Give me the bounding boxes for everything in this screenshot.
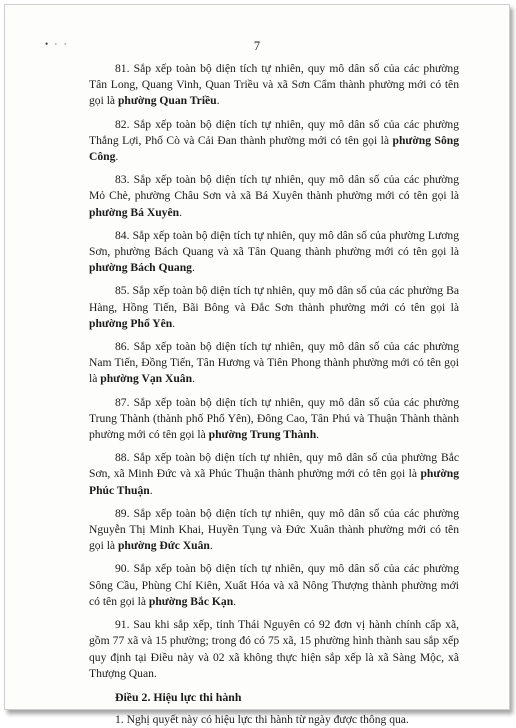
clause-87: 87. Sắp xếp toàn bộ diện tích tự nhiên, quy mô dân số của các phường Trung Thành (thành phố Phổ Yên), Đông Cao, Tân Phú và Thuận Thành thành phường mới có tên gọi là phường Trung Thành. [89, 395, 459, 442]
clause-90: 90. Sắp xếp toàn bộ diện tích tự nhiên, quy mô dân số của các phường Sông Cầu, Phùng Chí Kiên, Xuất Hóa và xã Nông Thượng thành phường mới có tên gọi là phường Bắc Kạn. [89, 562, 459, 608]
clause-text: 85. Sắp xếp toàn bộ diện tích tự nhiên, quy mô dân số của các phường Ba Hàng, Hồng Tiến, Bãi Bông và Đắc Sơn thành phường mới có tên gọi là [89, 284, 459, 314]
clause-86: 86. Sắp xếp toàn bộ diện tích tự nhiên, quy mô dân số của các phường Nam Tiến, Đồng Tiến, Tân Hương và Tiên Phong thành phường mới có tên gọi là phường Vạn Xuân. [89, 340, 459, 386]
clause-88: 88. Sắp xếp toàn bộ diện tích tự nhiên, quy mô dân số của phường Bắc Sơn, xã Minh Đức và xã Phúc Thuận thành phường mới có tên gọi là phường Phúc Thuận. [89, 451, 459, 497]
clause-85: 85. Sắp xếp toàn bộ diện tích tự nhiên, quy mô dân số của các phường Ba Hàng, Hồng Tiến, Bãi Bông và Đắc Sơn thành phường mới có tên gọi là phường Phổ Yên. [89, 284, 459, 330]
clause-text: 81. Sắp xếp toàn bộ diện tích tự nhiên, quy mô dân số của các phường Tân Long, Quang Vinh, Quan Triều và xã Sơn Cẩm thành phường mới có tên gọi là [89, 62, 459, 108]
clause-text: 89. Sắp xếp toàn bộ diện tích tự nhiên, quy mô dân số của các phường Nguyễn Thị Minh Khai, Huyền Tụng và Đức Xuân thành phường mới có tên gọi là [89, 506, 459, 553]
clause-new-name: phường Phổ Yên [89, 316, 173, 330]
document-page [4, 4, 510, 727]
clause-text: 86. Sắp xếp toàn bộ diện tích tự nhiên, quy mô dân số của các phường Nam Tiến, Đồng Tiến, Tân Hương và Tiên Phong thành phường mới có tên gọi là [89, 340, 459, 386]
clause-82: 82. Sắp xếp toàn bộ diện tích tự nhiên, quy mô dân số của các phường Thắng Lợi, Phố Cò và Cải Đan thành phường mới có tên gọi là phường Sông Công. [89, 117, 459, 164]
clause-new-name: phường Bắc Kạn [148, 594, 234, 608]
clause-new-name: phường Vạn Xuân [100, 372, 193, 386]
clause-new-name: phường Trung Thành [208, 428, 317, 442]
clause-text: 90. Sắp xếp toàn bộ diện tích tự nhiên, quy mô dân số của các phường Sông Cầu, Phùng Chí Kiên, Xuất Hóa và xã Nông Thượng thành phường mới có tên gọi là [89, 562, 459, 608]
article-2-heading: Điều 2. Hiệu lực thi hành [115, 689, 242, 704]
clause-new-name: phường Phúc Thuận [89, 467, 459, 497]
clause-text: 84. Sắp xếp toàn bộ diện tích tự nhiên, quy mô dân số của phường Lương Sơn, phường Bách Quang và xã Tân Quang thành phường mới có tên gọi là [89, 228, 459, 259]
clause-91 [89, 617, 459, 682]
clause-new-name: phường Sông Công [89, 133, 459, 164]
clause-84: 84. Sắp xếp toàn bộ diện tích tự nhiên, quy mô dân số của phường Lương Sơn, phường Bách Quang và xã Tân Quang thành phường mới có tên gọi là phường Bách Quang. [89, 228, 459, 275]
clause-new-name: phường Bách Quang [89, 261, 192, 275]
clause-text: 87. Sắp xếp toàn bộ diện tích tự nhiên, quy mô dân số của các phường Trung Thành (thành phố Phổ Yên), Đông Cao, Tân Phú và Thuận Thành thành phường mới có tên gọi là [89, 395, 459, 442]
clause-new-name: phường Bá Xuyên [89, 205, 180, 219]
page-number: 7 [253, 39, 261, 53]
article-2-clause-1: 1. Nghị quyết này có hiệu lực thi hành từ ngày được thông qua. [115, 713, 409, 727]
clause-text: 82. Sắp xếp toàn bộ diện tích tự nhiên, quy mô dân số của các phường Thắng Lợi, Phố Cò và Cải Đan thành phường mới có tên gọi là [89, 117, 459, 147]
clause-text: 88. Sắp xếp toàn bộ diện tích tự nhiên, quy mô dân số của phường Bắc Sơn, xã Minh Đức và xã Phúc Thuận thành phường mới có tên gọi là [89, 451, 459, 481]
clause-89: 89. Sắp xếp toàn bộ diện tích tự nhiên, quy mô dân số của các phường Nguyễn Thị Minh Khai, Huyền Tụng và Đức Xuân thành phường mới có tên gọi là phường Đức Xuân. [89, 506, 459, 553]
clause-83: 83. Sắp xếp toàn bộ diện tích tự nhiên, quy mô dân số của các phường Mỏ Chè, phường Châu Sơn và xã Bá Xuyên thành phường mới có tên gọi là phường Bá Xuyên. [89, 173, 459, 219]
clause-81: 81. Sắp xếp toàn bộ diện tích tự nhiên, quy mô dân số của các phường Tân Long, Quang Vinh, Quan Triều và xã Sơn Cẩm thành phường mới có tên gọi là phường Quan Triều. [89, 62, 459, 108]
scan-marks: • · · [45, 39, 69, 49]
document-body [89, 61, 459, 728]
clause-text: 91. Sau khi sắp xếp, tỉnh Thái Nguyên có 92 đơn vị hành chính cấp xã, gồm 77 xã và 15 phường; trong đó có 75 xã, 15 phường hình thành sau sắp xếp quy định tại Điều này và 02 xã không thực hiện sắp xếp là xã Sàng Mộc, xã Thượng Quan. [89, 618, 459, 680]
clause-text: 83. Sắp xếp toàn bộ diện tích tự nhiên, quy mô dân số của các phường Mỏ Chè, phường Châu Sơn và xã Bá Xuyên thành phường mới có tên gọi là [89, 173, 459, 203]
clause-new-name: phường Đức Xuân [117, 539, 210, 553]
clause-new-name: phường Quan Triều [117, 94, 217, 108]
